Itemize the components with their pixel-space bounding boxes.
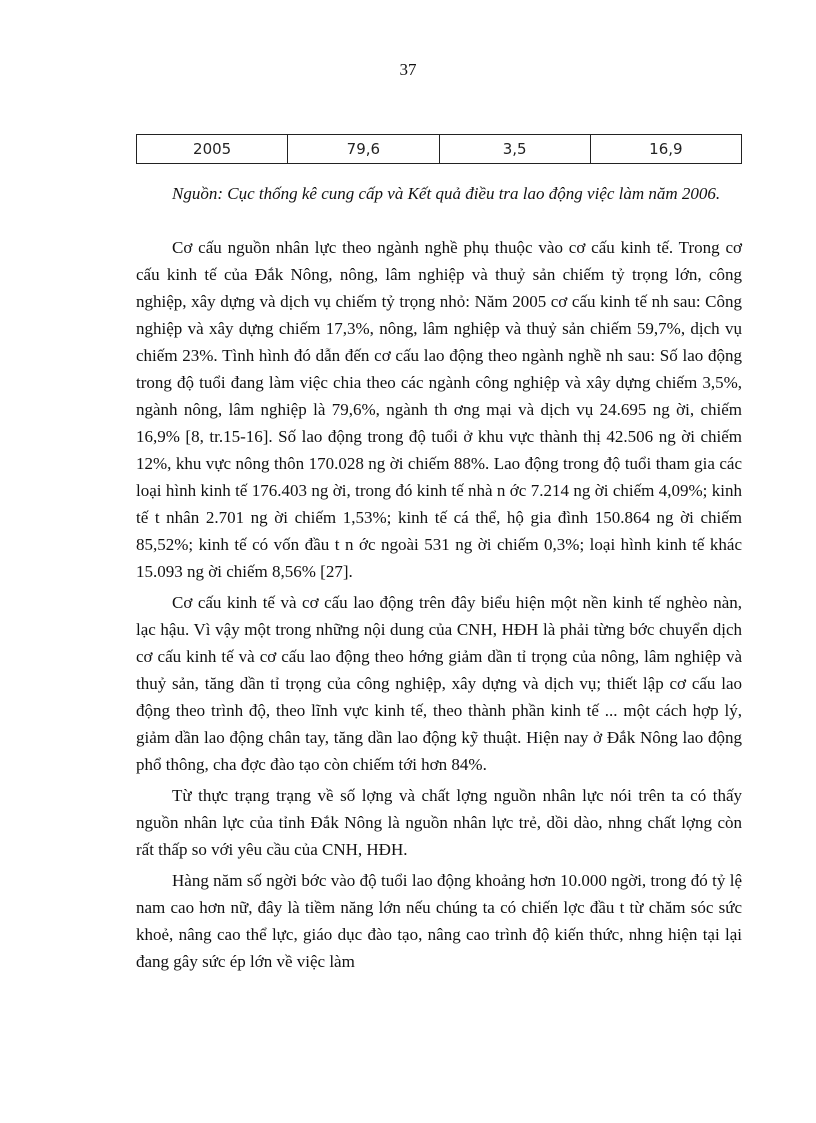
body-text — [136, 234, 742, 979]
table-cell-value: 3,5 — [439, 135, 590, 164]
table-row — [137, 135, 742, 164]
paragraph: Từ thực trạng trạng về số lợng và chất lợng nguồn nhân lực nói trên ta có thấy nguồn nhân lực của tỉnh Đắk Nông là nguồn nhân lực trẻ, dồi dào, nhng chất lợng còn rất thấp so với yêu cầu của CNH, HĐH. — [136, 786, 742, 859]
paragraph: Hàng năm số ngời bớc vào độ tuổi lao động khoảng hơn 10.000 ngời, trong đó tỷ lệ nam cao hơn nữ, đây là tiềm năng lớn nếu chúng ta có chiến lợc đầu t từ chăm sóc sức khoẻ, nâng cao thể lực, giáo dục đào tạo, nâng cao trình độ kiến thức, nhng hiện tại lại đang gây sức ép lớn về việc làm — [136, 871, 742, 971]
table-cell-value: 79,6 — [288, 135, 439, 164]
paragraph: Cơ cấu kinh tế và cơ cấu lao động trên đây biểu hiện một nền kinh tế nghèo nàn, lạc hậu. Vì vậy một trong những nội dung của CNH, HĐH là phải từng bớc chuyển dịch cơ cấu kinh tế và cơ cấu lao động theo hớng giảm dần tỉ trọng của nông, lâm nghiệp và thuỷ sản, tăng dần tỉ trọng của công nghiệp, xây dựng và dịch vụ; thiết lập cơ cấu lao động theo trình độ, theo lĩnh vực kinh tế, theo thành phần kinh tế ... một cách hợp lý, giảm dần lao động chân tay, tăng dần lao động kỹ thuật. Hiện nay ở Đắk Nông lao động phổ thông, cha đợc đào tạo còn chiếm tới hơn 84%. — [136, 593, 742, 774]
table-cell-value: 16,9 — [590, 135, 741, 164]
table-cell-year: 2005 — [137, 135, 288, 164]
data-table — [136, 134, 742, 164]
page-number: 37 — [399, 60, 417, 79]
source-note: Nguồn: Cục thống kê cung cấp và Kết quả điều tra lao động việc làm năm 2006. — [172, 184, 721, 203]
paragraph: Cơ cấu nguồn nhân lực theo ngành nghề phụ thuộc vào cơ cấu kinh tế. Trong cơ cấu kinh tế của Đắk Nông, nông, lâm nghiệp và thuỷ sản chiếm tỷ trọng lớn, công nghiệp, xây dựng và dịch vụ chiếm tỷ trọng nhỏ: Năm 2005 cơ cấu kinh tế nh sau: Công nghiệp và xây dựng chiếm 17,3%, nông, lâm nghiệp và thuỷ sản chiếm 59,7%, dịch vụ chiếm 23%. Tình hình đó dẫn đến cơ cấu lao động theo ngành nghề nh sau: Số lao động trong độ tuổi đang làm việc chia theo các ngành công nghiệp và xây dựng chiếm 3,5%, ngành nông, lâm nghiệp là 79,6%, ngành th ơng mại và dịch vụ 24.695 ng ời, chiếm 16,9% [8, tr.15-16]. Số lao động trong độ tuổi ở khu vực thành thị 42.506 ng ời chiếm 12%, khu vực nông thôn 170.028 ng ời chiếm 88%. Lao động trong độ tuổi tham gia các loại hình kinh tế 176.403 ng ời, trong đó kinh tế nhà n ớc 7.214 ng ời chiếm 4,09%; kinh tế t nhân 2.701 ng ời chiếm 1,53%; kinh tế cá thể, hộ gia đình 150.864 ng ời chiếm 85,52%; kinh tế có vốn đầu t n ớc ngoài 531 ng ời chiếm 0,3%; loại hình kinh tế khác 15.093 ng ời chiếm 8,56% [27]. — [136, 238, 742, 581]
